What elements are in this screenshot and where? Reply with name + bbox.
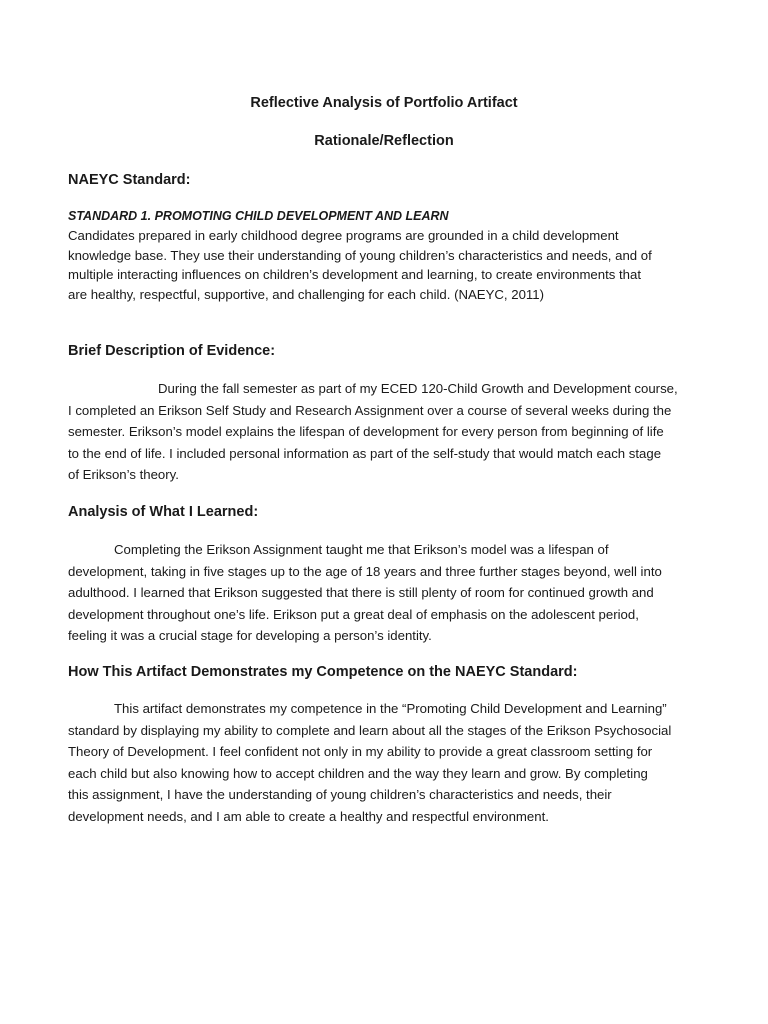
evidence-heading: Brief Description of Evidence: [68,343,276,359]
standard-line: knowledge base. They use their understanding of young children’s characteristics and needs, and of [68,247,652,263]
standard-line: Candidates prepared in early childhood degree programs are grounded in a child development [68,228,619,243]
analysis-paragraph [68,539,708,647]
naeyc-standard-heading: NAEYC Standard: [68,172,191,188]
standard-description [68,226,688,304]
document-subtitle: Rationale/Reflection [314,133,454,149]
analysis-heading: Analysis of What I Learned: [68,504,259,520]
competence-heading: How This Artifact Demonstrates my Competence on the NAEYC Standard: [68,664,578,680]
standard-title: STANDARD 1. PROMOTING CHILD DEVELOPMENT AND LEARN [68,209,449,223]
evidence-line: semester. Erikson’s model explains the lifespan of development for every person from beginning of life [68,424,664,440]
standard-line: multiple interacting influences on children’s development and learning, to create environments that [68,267,642,282]
analysis-line: feeling it was a crucial stage for developing a person’s identity. [68,628,432,644]
document-title: Reflective Analysis of Portfolio Artifact [250,95,518,111]
competence-line: Theory of Development. I feel confident not only in my ability to provide a great classroom setting for [68,744,653,760]
standard-line: are healthy, respectful, supportive, and challenging for each child. (NAEYC, 2011) [68,286,544,302]
competence-line: standard by displaying my ability to complete and learn about all the stages of the Erikson Psychosocial [68,722,672,738]
evidence-line: During the fall semester as part of my ECED 120-Child Growth and Development course, [158,381,678,396]
analysis-line: development, taking in five stages up to the age of 18 years and three further stages beyond, well into [68,563,662,579]
analysis-line: Completing the Erikson Assignment taught me that Erikson’s model was a lifespan of [114,542,609,557]
evidence-paragraph [68,378,708,486]
competence-line: This artifact demonstrates my competence in the “Promoting Child Development and Learning” [114,701,667,716]
analysis-line: adulthood. I learned that Erikson suggested that there is still plenty of room for continued growth and [68,585,654,601]
competence-line: development needs, and I am able to create a healthy and respectful environment. [68,808,549,824]
evidence-line: to the end of life. I included personal information as part of the self-study that would match each stage [68,445,662,461]
evidence-line: of Erikson’s theory. [68,467,179,483]
evidence-line: I completed an Erikson Self Study and Research Assignment over a course of several weeks during the [68,402,672,418]
competence-paragraph [68,698,708,828]
analysis-line: development throughout one’s life. Erikson put a great deal of emphasis on the adolescent period, [68,606,639,622]
competence-line: each child but also knowing how to accept children and the way they learn and grow. By completing [68,765,648,781]
competence-line: this assignment, I have the understanding of young children’s characteristics and needs, their [68,787,612,803]
